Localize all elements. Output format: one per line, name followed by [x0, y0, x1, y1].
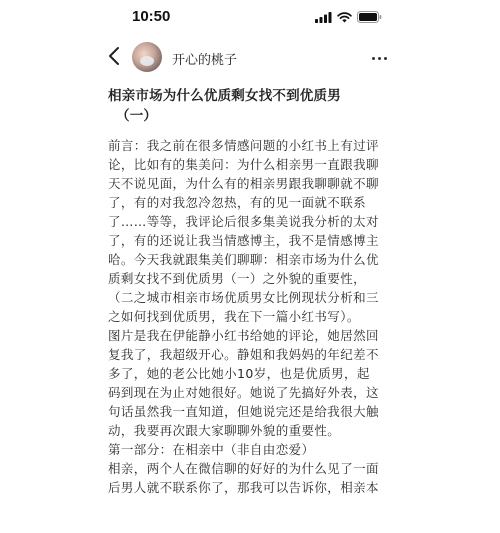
- post-body-line: 之如何找到优质男，我在下一篇小红书写）。: [108, 309, 360, 324]
- post-body-line: 了……等等，我评论后很多集美说我分析的太对: [108, 214, 379, 229]
- more-dot-icon: [372, 57, 375, 60]
- post-body-line: 质剩女找不到优质男（一）之外貌的重要性，: [108, 271, 367, 286]
- post-body-line: 图片是我在伊能静小红书给她的评论，她居然回: [108, 328, 379, 343]
- author-username[interactable]: 开心的桃子: [172, 53, 238, 68]
- post-body-line: 句话虽然我一直知道，但她说完还是给我很大触: [108, 404, 379, 419]
- post-content: [108, 86, 394, 497]
- post-body-line: 动，我要再次跟大家聊聊外貌的重要性。: [108, 423, 341, 438]
- post-body-line: 哈。今天我就跟集美们聊聊：相亲市场为什么优: [108, 252, 379, 267]
- status-icons: [315, 11, 382, 23]
- status-time: 10:50: [132, 8, 171, 25]
- chevron-left-icon: [108, 46, 120, 70]
- post-title-line: 相亲市场为什么优质剩女找不到优质男: [108, 88, 341, 104]
- post-title: [108, 86, 394, 126]
- status-bar: [0, 0, 500, 36]
- post-body-line: 复我了，我超级开心。静姐和我妈妈的年纪差不: [108, 347, 379, 362]
- post-title-line: （一）: [116, 108, 158, 124]
- post-header: [0, 36, 500, 80]
- post-body-line: 前言：我之前在很多情感问题的小红书上有过评: [108, 138, 379, 153]
- wifi-icon: [337, 8, 352, 27]
- post-body-line: （二之城市相亲市场优质男女比例现状分析和三: [108, 290, 379, 305]
- back-button[interactable]: [103, 46, 125, 70]
- post-body-line: 了，有的对我忽冷忽热，有的见一面就不联系: [108, 195, 367, 210]
- battery-icon: [357, 8, 382, 27]
- post-body: [108, 136, 394, 497]
- author-avatar[interactable]: [132, 42, 162, 72]
- cellular-signal-icon: [315, 8, 332, 27]
- post-body-line: 多了，她的老公比她小10岁，也是优质男，起: [108, 366, 370, 381]
- post-body-line: 码到现在为止对她很好。她说了先搞好外表，这: [108, 385, 379, 400]
- post-body-line: 论，比如有的集美问：为什么相亲男一直跟我聊: [108, 157, 379, 172]
- more-dot-icon: [384, 57, 387, 60]
- post-body-line: 天不说见面，为什么有的相亲男跟我聊聊就不聊: [108, 176, 379, 191]
- more-dot-icon: [378, 57, 381, 60]
- post-body-line: 了，有的还说让我当情感博主，我不是情感博主: [108, 233, 379, 248]
- post-body-line: 后男人就不联系你了，那我可以告诉你，相亲本: [108, 480, 379, 495]
- post-body-line: 第一部分：在相亲中（非自由恋爱）: [108, 442, 315, 457]
- more-options-button[interactable]: [368, 48, 390, 68]
- post-body-line: 相亲，两个人在微信聊的好好的为什么见了一面: [108, 461, 379, 476]
